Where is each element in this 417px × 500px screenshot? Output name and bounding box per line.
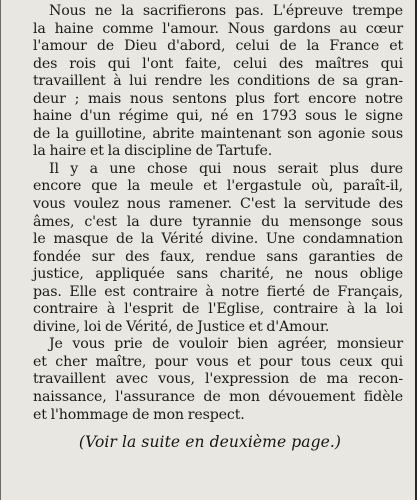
text-line: encore que la meule et l'ergastule où, paraît-il,	[33, 178, 403, 195]
text-line: naissance, l'assurance de mon dévouement fidèle	[33, 389, 403, 406]
text-line: fondée sur des faux, rendue sans garanties de	[33, 248, 403, 265]
article-paragraph-2	[17, 161, 403, 336]
text-line: divine, loi de Vérité, de Justice et d'Amour.	[33, 318, 330, 335]
text-line: vous voulez nous ramener. C'est la servitude des	[33, 196, 403, 213]
text-line: travaillent avec vous, l'expression de ma recon-	[33, 371, 403, 388]
text-line: des rois qui l'ont faite, celui des maîtres qui	[33, 55, 403, 72]
text-line: Il y a une chose qui nous serait plus dure	[49, 160, 403, 177]
text-line: contraire à l'esprit de l'Eglise, contraire à la loi	[33, 301, 403, 318]
article-column	[17, 3, 403, 451]
text-line: la haire et la discipline de Tartufe.	[33, 143, 273, 160]
text-line: l'amour de Dieu d'abord, celui de la France et	[33, 38, 403, 55]
text-line: Je vous prie de vouloir bien agréer, monsieur	[49, 336, 403, 353]
text-line: travaillent à lui rendre les conditions de sa gran-	[33, 73, 403, 90]
text-line: et l'hommage de mon respect.	[33, 406, 245, 423]
text-line: Nous ne la sacrifierons pas. L'épreuve trempe	[49, 3, 403, 19]
text-line: le masque de la Vérité divine. Une condamnation	[33, 231, 403, 248]
article-paragraph-1	[17, 3, 403, 161]
text-line: deur ; mais nous sentons plus fort encore notre	[33, 90, 403, 107]
text-line: justice, appliquée sans charité, ne nous oblige	[33, 266, 403, 283]
article-paragraph-3	[17, 336, 403, 424]
continued-on-page-two-note: (Voir la suite en deuxième page.)	[78, 433, 342, 452]
text-line: pas. Elle est contraire à notre fierté de Français,	[33, 283, 403, 300]
text-line: de la guillotine, abrite maintenant son agonie sous	[33, 125, 403, 142]
text-line: âmes, c'est la dure tyrannie du mensonge sous	[33, 213, 403, 230]
text-line: haine d'un régime qui, né en 1793 sous le signe	[33, 108, 403, 125]
text-line: et cher maître, pour vous et pour tous ceux qui	[33, 353, 403, 370]
text-line: la haine comme l'amour. Nous gardons au cœur	[33, 20, 403, 37]
